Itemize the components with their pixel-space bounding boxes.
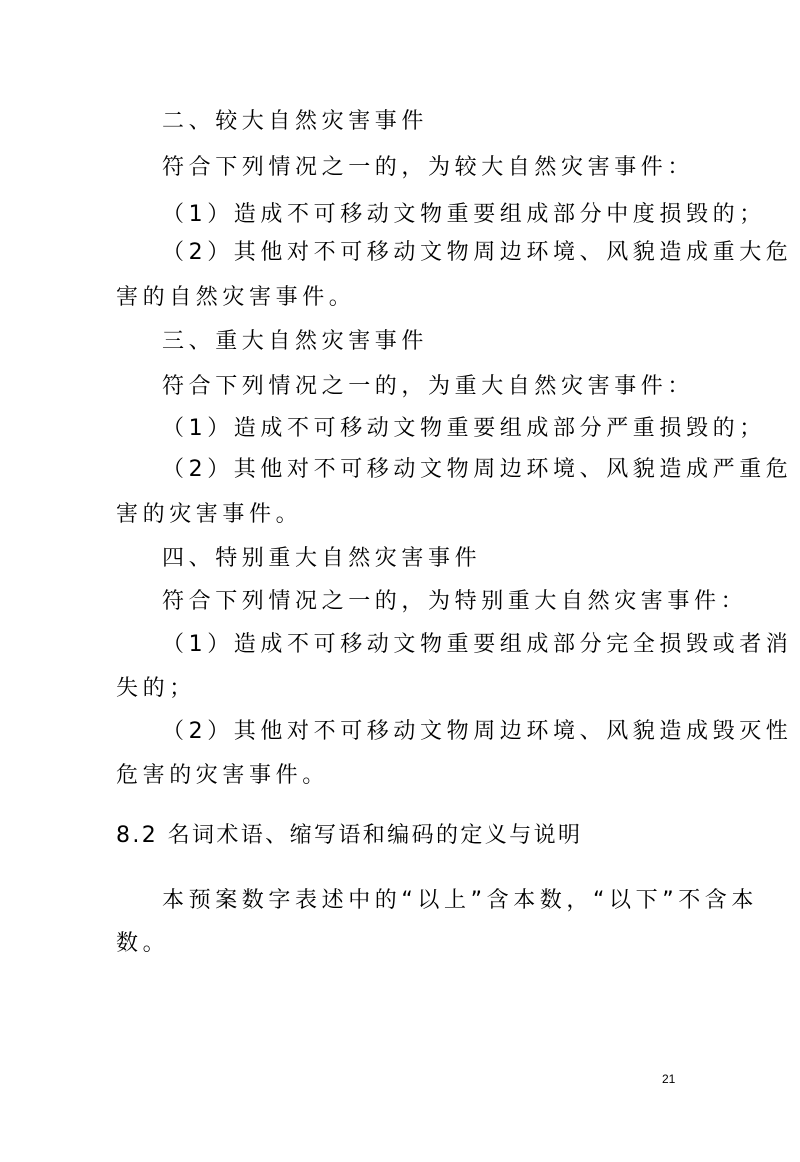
list-item-serious-2-line2: 害的灾害事件。 (116, 502, 303, 527)
list-item-especially-serious-1-line1: （1）造成不可移动文物重要组成部分完全损毁或者消 (162, 632, 793, 657)
heading-major-disaster: 二、较大自然灾害事件 (162, 109, 429, 134)
paragraph-serious-intro: 符合下列情况之一的，为重大自然灾害事件： (162, 374, 695, 399)
section-title-definitions: 8.2 名词术语、缩写语和编码的定义与说明 (116, 823, 583, 848)
section-paragraph-line2: 数。 (116, 931, 170, 956)
section-paragraph-line1: 本预案数字表述中的“以上”含本数，“以下”不含本 (162, 888, 758, 913)
list-item-major-2-line1: （2）其他对不可移动文物周边环境、风貌造成重大危 (162, 240, 793, 265)
list-item-serious-1: （1）造成不可移动文物重要组成部分严重损毁的； (162, 416, 766, 441)
paragraph-major-intro: 符合下列情况之一的，为较大自然灾害事件： (162, 155, 695, 180)
list-item-major-1: （1）造成不可移动文物重要组成部分中度损毁的； (162, 202, 766, 227)
paragraph-especially-serious-intro: 符合下列情况之一的，为特别重大自然灾害事件： (162, 589, 748, 614)
page-number: 21 (662, 1072, 676, 1086)
heading-especially-serious-disaster: 四、特别重大自然灾害事件 (162, 546, 482, 571)
list-item-serious-2-line1: （2）其他对不可移动文物周边环境、风貌造成严重危 (162, 457, 793, 482)
list-item-especially-serious-2-line2: 危害的灾害事件。 (116, 763, 329, 788)
list-item-especially-serious-1-line2: 失的； (116, 676, 196, 701)
list-item-major-2-line2: 害的自然灾害事件。 (116, 285, 356, 310)
heading-serious-disaster: 三、重大自然灾害事件 (162, 329, 429, 354)
list-item-especially-serious-2-line1: （2）其他对不可移动文物周边环境、风貌造成毁灭性 (162, 719, 793, 744)
